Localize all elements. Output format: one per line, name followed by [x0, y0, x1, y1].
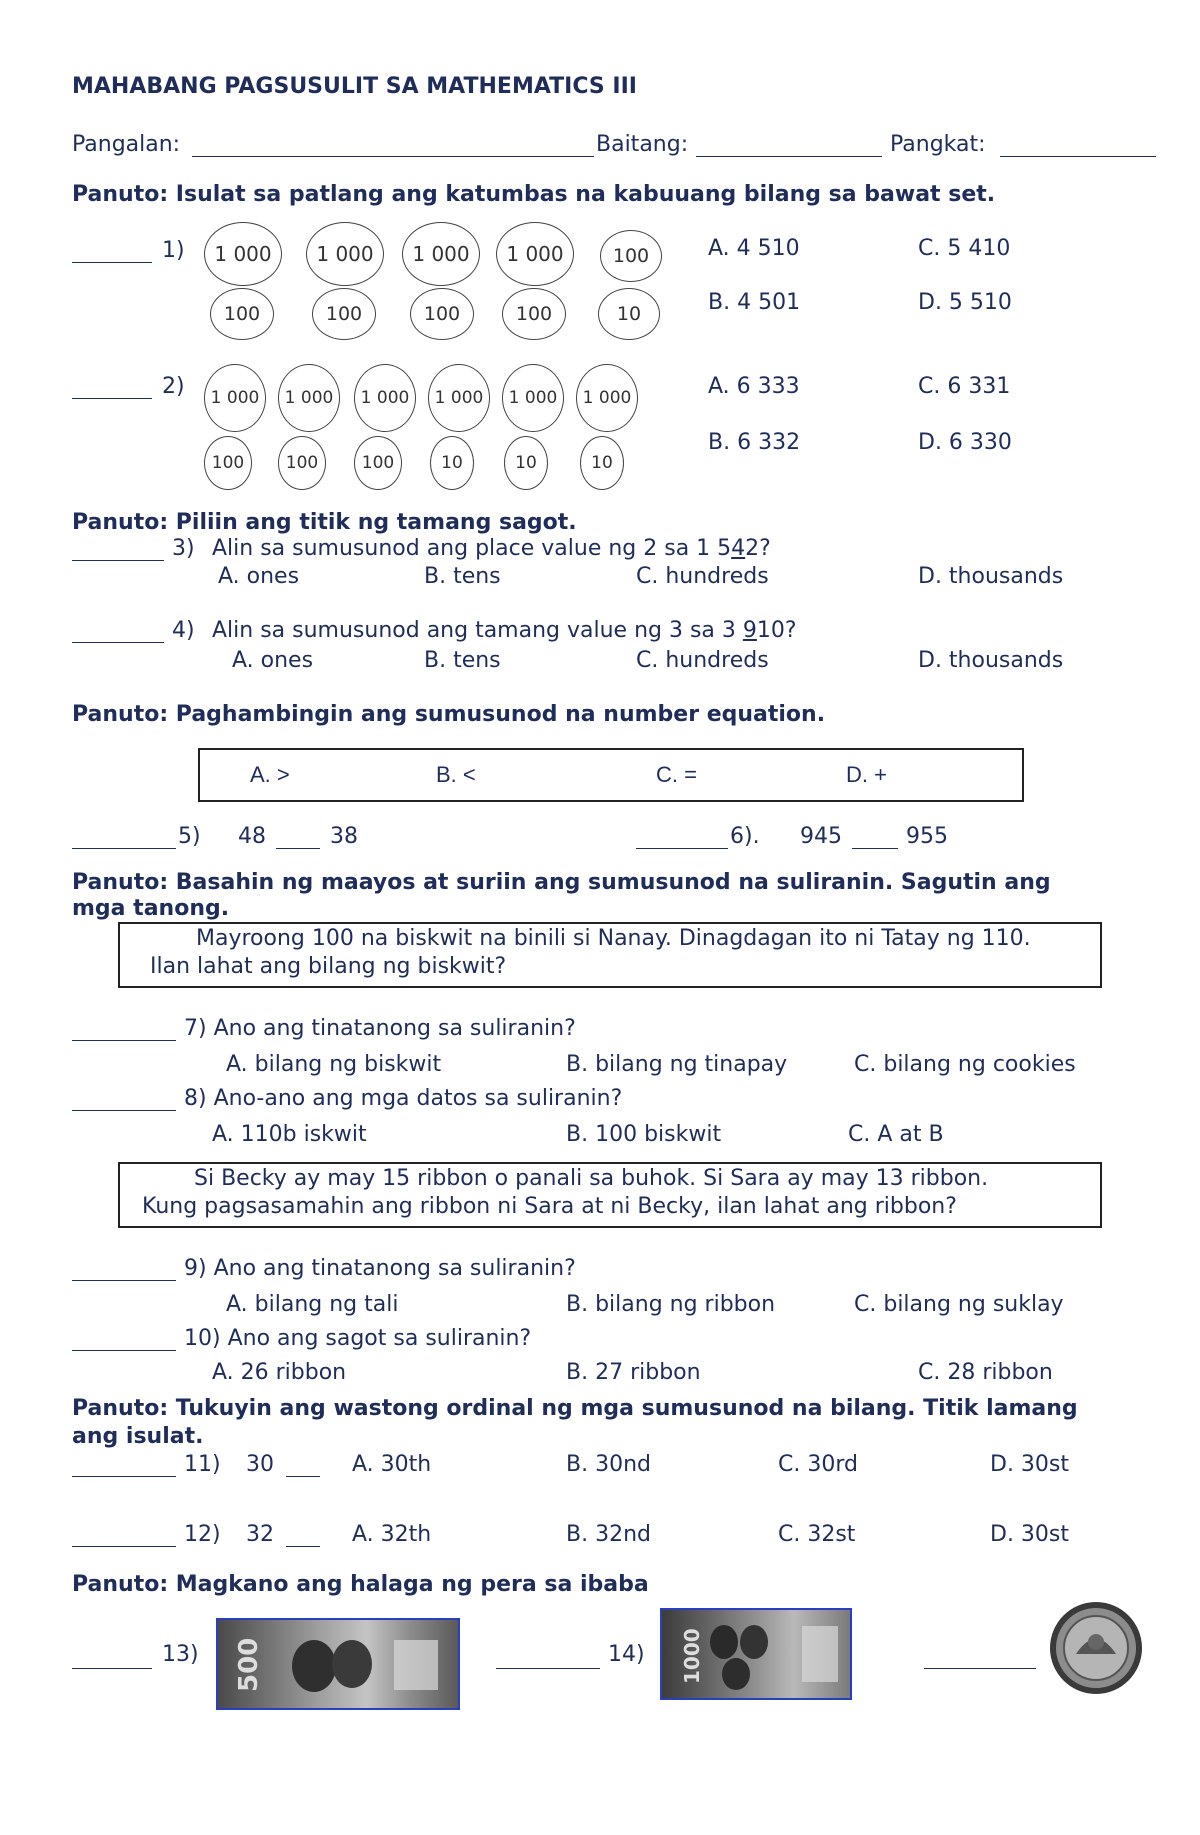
q10-choice-a: A. 26 ribbon: [212, 1360, 347, 1385]
coin-1000: 1 000: [278, 364, 340, 432]
q4-stem: [212, 618, 797, 643]
q3-choice-d: D. thousands: [918, 564, 1064, 589]
q4-number: 4): [172, 618, 195, 643]
coin-100: 100: [354, 436, 402, 490]
problem2-line1: Si Becky ay may 15 ribbon o panali sa buhok. Si Sara ay may 13 ribbon.: [194, 1166, 989, 1191]
q4-stem-pre: Alin sa sumusunod ang tamang value ng 3 sa 3: [212, 618, 743, 643]
q8-choice-c: C. A at B: [848, 1122, 944, 1147]
q3-answer-blank[interactable]: [72, 540, 164, 561]
grade-field[interactable]: [696, 136, 882, 157]
coin-100: 100: [600, 230, 662, 282]
q4-answer-blank[interactable]: [72, 622, 164, 643]
q3-stem-post: 2?: [745, 536, 771, 561]
coin-1000: 1 000: [502, 364, 564, 432]
bill-500-portrait-icon: [218, 1620, 458, 1708]
q11-answer-blank[interactable]: [72, 1456, 176, 1477]
q3-choice-c: C. hundreds: [636, 564, 769, 589]
q6-comparison-blank[interactable]: [852, 828, 898, 849]
q9-text: 9) Ano ang tinatanong sa suliranin?: [184, 1256, 576, 1281]
q2-choice-a: A. 6 333: [708, 374, 800, 399]
q11-value: 30: [246, 1452, 274, 1477]
q12-choice-c: C. 32st: [778, 1522, 856, 1547]
coin-10: 10: [504, 436, 548, 490]
problem2-line2: Kung pagsasamahin ang ribbon ni Sara at ni Becky, ilan lahat ang ribbon?: [142, 1194, 957, 1219]
choice-less: B. <: [436, 762, 476, 787]
name-label: Pangalan:: [72, 132, 181, 157]
bill-1000-portrait-icon: [662, 1610, 850, 1698]
q5-comparison-blank[interactable]: [276, 828, 320, 849]
coin-1000: 1 000: [402, 222, 480, 286]
q2-choice-b: B. 6 332: [708, 430, 801, 455]
coin-100: 100: [204, 436, 252, 490]
q13-number: 13): [162, 1642, 199, 1667]
q10-answer-blank[interactable]: [72, 1330, 176, 1351]
q8-answer-blank[interactable]: [72, 1090, 176, 1111]
coin-10: 10: [430, 436, 474, 490]
q12-choice-a: A. 32th: [352, 1522, 432, 1547]
q1-choice-a: A. 4 510: [708, 236, 800, 261]
q11-choice-b: B. 30nd: [566, 1452, 651, 1477]
bill-1000-denomination: 1000: [680, 1628, 704, 1684]
q1-number: 1): [162, 238, 185, 263]
problem1-box: [118, 922, 1102, 988]
section6-instruction: Panuto: Magkano ang halaga ng pera sa ibaba: [72, 1572, 649, 1597]
q2-answer-blank[interactable]: [72, 378, 152, 399]
q4-choice-a: A. ones: [232, 648, 314, 673]
problem1-line2: Ilan lahat ang bilang ng biskwit?: [150, 954, 507, 979]
q4-choice-b: B. tens: [424, 648, 501, 673]
q11-number: 11): [184, 1452, 221, 1477]
q5-number: 5): [178, 824, 201, 849]
q12-value: 32: [246, 1522, 274, 1547]
q9-choice-c: C. bilang ng suklay: [854, 1292, 1064, 1317]
q3-stem-underlined: 4: [731, 536, 746, 561]
coin-1000: 1 000: [306, 222, 384, 286]
coin-100: 100: [410, 288, 474, 340]
page-title: MAHABANG PAGSUSULIT SA MATHEMATICS III: [72, 74, 637, 99]
section-field[interactable]: [1000, 136, 1156, 157]
q12-choice-b: B. 32nd: [566, 1522, 651, 1547]
section3-instruction: Panuto: Paghambingin ang sumusunod na number equation.: [72, 702, 826, 727]
coin-100: 100: [502, 288, 566, 340]
section-label: Pangkat:: [890, 132, 986, 157]
q3-number: 3): [172, 536, 195, 561]
coin-10: 10: [580, 436, 624, 490]
coin-1000: 1 000: [428, 364, 490, 432]
q14-answer-blank[interactable]: [496, 1648, 600, 1669]
q5-right: 38: [330, 824, 358, 849]
q3-stem: [212, 536, 771, 561]
q7-choice-b: B. bilang ng tinapay: [566, 1052, 788, 1077]
coin-1000: 1 000: [204, 364, 266, 432]
coin-1000: 1 000: [204, 222, 282, 286]
section4-instruction-line2: mga tanong.: [72, 896, 230, 921]
q3-choice-b: B. tens: [424, 564, 501, 589]
q11-ordinal-blank[interactable]: [286, 1456, 320, 1477]
q3-stem-pre: Alin sa sumusunod ang place value ng 2 sa 1 5: [212, 536, 732, 561]
coin-100: 100: [210, 288, 274, 340]
name-field[interactable]: [192, 136, 594, 157]
coin-1000: 1 000: [496, 222, 574, 286]
q10-text: 10) Ano ang sagot sa suliranin?: [184, 1326, 532, 1351]
q6-left: 945: [800, 824, 842, 849]
section4-instruction-line1: Panuto: Basahin ng maayos at suriin ang sumusunod na suliranin. Sagutin ang: [72, 870, 1051, 895]
q6-right: 955: [906, 824, 948, 849]
coin-1000: 1 000: [576, 364, 638, 432]
q6-answer-blank[interactable]: [636, 828, 728, 849]
q2-number: 2): [162, 374, 185, 399]
q6-number: 6).: [730, 824, 760, 849]
coin-10: 10: [598, 288, 660, 340]
section5-instruction-line1: Panuto: Tukuyin ang wastong ordinal ng mga sumusunod na bilang. Titik lamang: [72, 1396, 1078, 1421]
peso-500-bill-image: [216, 1618, 460, 1710]
q4-choice-d: D. thousands: [918, 648, 1064, 673]
coin-1000: 1 000: [354, 364, 416, 432]
choice-greater: A. >: [250, 762, 290, 787]
q9-answer-blank[interactable]: [72, 1260, 176, 1281]
q12-choice-d: D. 30st: [990, 1522, 1070, 1547]
q8-choice-a: A. 110b iskwit: [212, 1122, 367, 1147]
coin-100: 100: [312, 288, 376, 340]
q12-number: 12): [184, 1522, 221, 1547]
q1-choice-b: B. 4 501: [708, 290, 801, 315]
q7-text: 7) Ano ang tinatanong sa suliranin?: [184, 1016, 576, 1041]
q11-choice-a: A. 30th: [352, 1452, 432, 1477]
q10-choice-b: B. 27 ribbon: [566, 1360, 701, 1385]
q8-text: 8) Ano-ano ang mga datos sa suliranin?: [184, 1086, 623, 1111]
q4-stem-underlined: 9: [742, 618, 757, 643]
q5-left: 48: [238, 824, 266, 849]
choice-equal: C. =: [656, 762, 697, 787]
q1-answer-blank[interactable]: [72, 242, 152, 263]
q15-answer-blank[interactable]: [924, 1648, 1036, 1669]
peso-1000-bill-image: [660, 1608, 852, 1700]
choice-plus: D. +: [846, 762, 887, 787]
q8-choice-b: B. 100 biskwit: [566, 1122, 722, 1147]
q7-choice-a: A. bilang ng biskwit: [226, 1052, 442, 1077]
q7-choice-c: C. bilang ng cookies: [854, 1052, 1076, 1077]
peso-coin-image: [1046, 1598, 1146, 1698]
q4-choice-c: C. hundreds: [636, 648, 769, 673]
comparison-choices-box: [198, 748, 1024, 802]
q11-choice-d: D. 30st: [990, 1452, 1070, 1477]
q7-answer-blank[interactable]: [72, 1020, 176, 1041]
problem2-box: [118, 1162, 1102, 1228]
q1-choice-d: D. 5 510: [918, 290, 1012, 315]
section1-instruction: Panuto: Isulat sa patlang ang katumbas na kabuuang bilang sa bawat set.: [72, 182, 996, 207]
q9-choice-b: B. bilang ng ribbon: [566, 1292, 776, 1317]
section5-instruction-line2: ang isulat.: [72, 1424, 204, 1449]
q12-answer-blank[interactable]: [72, 1526, 176, 1547]
q13-answer-blank[interactable]: [72, 1648, 152, 1669]
grade-label: Baitang:: [596, 132, 689, 157]
q5-answer-blank[interactable]: [72, 828, 176, 849]
section2-instruction: Panuto: Piliin ang titik ng tamang sagot.: [72, 510, 577, 535]
q11-choice-c: C. 30rd: [778, 1452, 858, 1477]
q4-stem-post: 10?: [756, 618, 797, 643]
coin-100: 100: [278, 436, 326, 490]
q10-choice-c: C. 28 ribbon: [918, 1360, 1053, 1385]
q2-choice-d: D. 6 330: [918, 430, 1012, 455]
q14-number: 14): [608, 1642, 645, 1667]
q2-choice-c: C. 6 331: [918, 374, 1011, 399]
q12-ordinal-blank[interactable]: [286, 1526, 320, 1547]
bill-500-denomination: 500: [234, 1637, 264, 1692]
q9-choice-a: A. bilang ng tali: [226, 1292, 399, 1317]
q1-choice-c: C. 5 410: [918, 236, 1011, 261]
problem1-line1: Mayroong 100 na biskwit na binili si Nanay. Dinagdagan ito ni Tatay ng 110.: [196, 926, 1031, 951]
q3-choice-a: A. ones: [218, 564, 300, 589]
